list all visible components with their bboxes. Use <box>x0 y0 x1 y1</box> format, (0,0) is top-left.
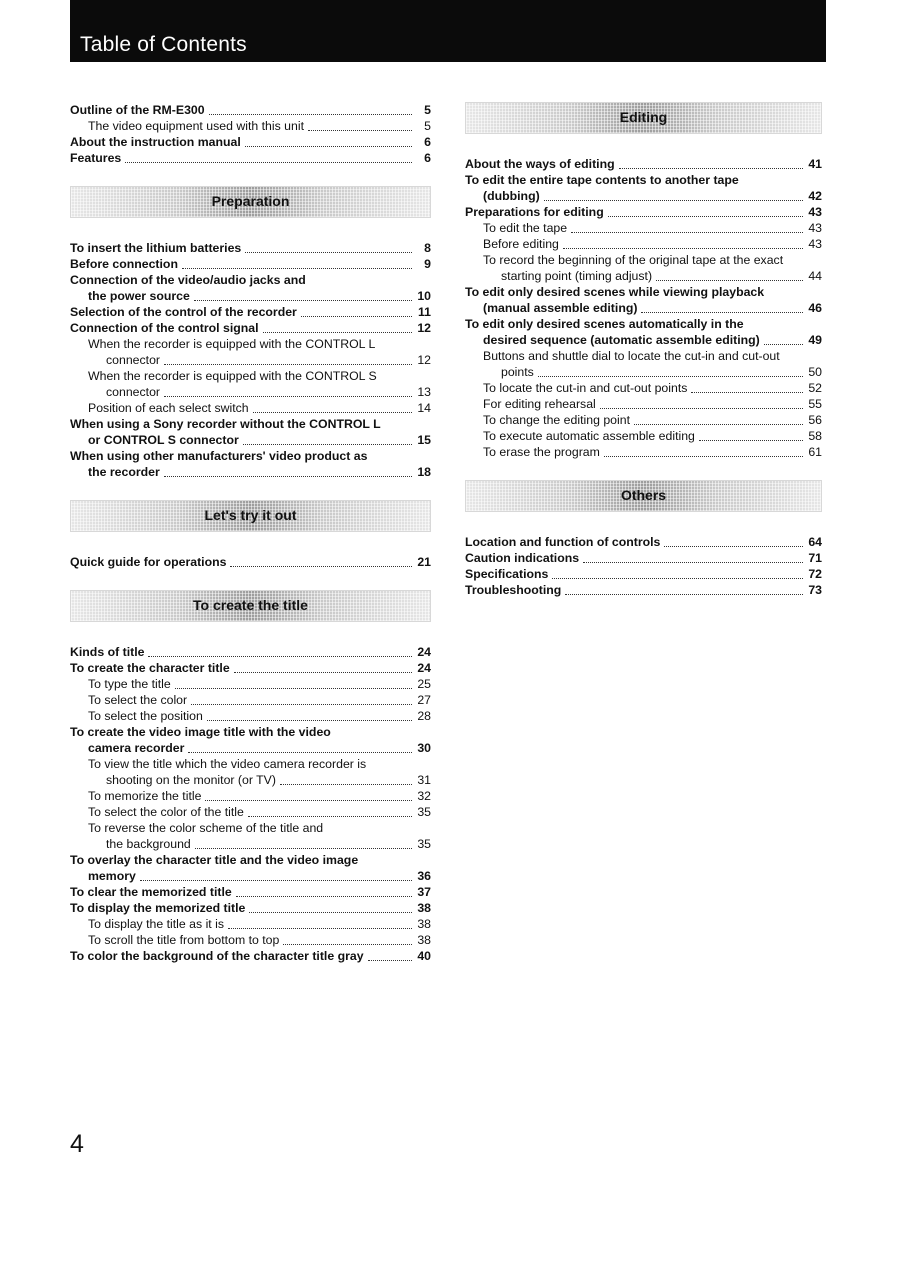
leader-dots <box>148 656 412 657</box>
toc-entry[interactable] <box>70 804 431 820</box>
toc-entry-title: To color the background of the character title gray <box>70 949 364 963</box>
toc-entry[interactable] <box>70 820 431 836</box>
toc-entry-title: When using other manufacturers' video product as <box>70 449 368 463</box>
toc-entry-page: 52 <box>808 381 822 395</box>
toc-entry-title: Caution indications <box>465 551 580 565</box>
leader-dots <box>691 392 803 393</box>
leader-dots <box>641 312 803 313</box>
toc-entry[interactable] <box>70 788 431 804</box>
toc-entry-title: Buttons and shuttle dial to locate the cut-in and cut-out <box>483 349 780 363</box>
toc-entry-page: 14 <box>417 401 431 415</box>
toc-entry-title: To insert the lithium batteries <box>70 241 242 255</box>
toc-entry[interactable] <box>70 916 431 932</box>
toc-entry[interactable] <box>465 428 822 444</box>
toc-entry-title: desired sequence (automatic assemble editing) <box>483 333 760 347</box>
toc-entry-title: To display the title as it is <box>88 917 225 931</box>
toc-entry[interactable] <box>465 316 822 332</box>
toc-entry-title: To locate the cut-in and cut-out points <box>483 381 688 395</box>
toc-entry[interactable] <box>465 550 822 566</box>
toc-entry[interactable] <box>70 464 431 480</box>
leader-dots <box>243 444 412 445</box>
toc-right-column <box>465 102 822 598</box>
toc-entry-page: 10 <box>417 289 431 303</box>
toc-entry[interactable] <box>70 384 431 400</box>
toc-entry-title: points <box>501 365 534 379</box>
toc-entry-title: To edit the entire tape contents to another tape <box>465 173 739 187</box>
leader-dots <box>207 720 412 721</box>
toc-entry-page: 9 <box>424 257 431 271</box>
leader-dots <box>563 248 803 249</box>
section-banner-title: Others <box>620 487 667 503</box>
toc-entry[interactable] <box>70 288 431 304</box>
leader-dots <box>164 476 412 477</box>
toc-entry-title: To edit only desired scenes automatically in the <box>465 317 744 331</box>
toc-entry[interactable] <box>70 554 431 570</box>
toc-entry-page: 61 <box>808 445 822 459</box>
toc-entry[interactable] <box>70 708 431 724</box>
leader-dots <box>205 800 412 801</box>
toc-entry-title: To record the beginning of the original tape at the exact <box>483 253 784 267</box>
toc-entry-page: 24 <box>417 645 431 659</box>
toc-entry[interactable] <box>70 756 431 772</box>
toc-entry-title: camera recorder <box>88 741 185 755</box>
toc-entry[interactable] <box>465 204 822 220</box>
toc-entry[interactable] <box>70 448 431 464</box>
toc-entry-title: When the recorder is equipped with the CONTROL S <box>88 369 377 383</box>
toc-entry[interactable] <box>70 884 431 900</box>
toc-entry-title: To view the title which the video camera recorder is <box>88 757 367 771</box>
toc-entry-page: 43 <box>808 237 822 251</box>
toc-entry[interactable] <box>70 868 431 884</box>
toc-entry[interactable] <box>70 740 431 756</box>
toc-entry-page: 56 <box>808 413 822 427</box>
leader-dots <box>228 928 412 929</box>
toc-entry[interactable] <box>465 156 822 172</box>
toc-entry[interactable] <box>70 304 431 320</box>
toc-entry[interactable] <box>465 444 822 460</box>
toc-entry-title: shooting on the monitor (or TV) <box>106 773 276 787</box>
toc-entry-page: 6 <box>424 151 431 165</box>
toc-entry-page: 50 <box>808 365 822 379</box>
toc-entry-page: 71 <box>808 551 822 565</box>
toc-entry[interactable] <box>465 364 822 380</box>
toc-entry[interactable] <box>465 284 822 300</box>
leader-dots <box>544 200 803 201</box>
toc-entry-title: Location and function of controls <box>465 535 661 549</box>
toc-entry-title: To create the video image title with the video <box>70 725 331 739</box>
toc-left-column <box>70 102 431 964</box>
leader-dots <box>209 114 412 115</box>
toc-entry-page: 5 <box>424 119 431 133</box>
toc-entry-page: 43 <box>808 205 822 219</box>
toc-entry-page: 25 <box>417 677 431 691</box>
leader-dots <box>699 440 803 441</box>
toc-entry[interactable] <box>70 432 431 448</box>
toc-entry[interactable] <box>70 320 431 336</box>
toc-entry-page: 15 <box>417 433 431 447</box>
toc-entry-title: the power source <box>88 289 190 303</box>
toc-entry-title: Connection of the control signal <box>70 321 259 335</box>
toc-entry[interactable] <box>70 368 431 384</box>
toc-entry-title: To edit only desired scenes while viewing playback <box>465 285 765 299</box>
toc-entry[interactable] <box>465 348 822 364</box>
toc-entry-page: 38 <box>417 933 431 947</box>
toc-entry-title: To erase the program <box>483 445 600 459</box>
leader-dots <box>164 396 412 397</box>
leader-dots <box>234 672 412 673</box>
toc-entry[interactable] <box>70 102 431 118</box>
toc-entry-title: To edit the tape <box>483 221 568 235</box>
leader-dots <box>664 546 803 547</box>
toc-entry-title: Quick guide for operations <box>70 555 227 569</box>
toc-entry[interactable] <box>70 400 431 416</box>
toc-entry[interactable] <box>465 172 822 188</box>
toc-entry[interactable] <box>465 268 822 284</box>
section-banner <box>70 186 431 218</box>
toc-entry[interactable] <box>465 252 822 268</box>
toc-entry-title: (manual assemble editing) <box>483 301 638 315</box>
leader-dots <box>656 280 803 281</box>
toc-entry[interactable] <box>70 118 431 134</box>
toc-entry-title: When the recorder is equipped with the CONTROL L <box>88 337 376 351</box>
leader-dots <box>280 784 412 785</box>
leader-dots <box>619 168 803 169</box>
toc-entry-title: To select the color <box>88 693 188 707</box>
section-banner-title: To create the title <box>193 597 308 613</box>
toc-entry-title: Troubleshooting <box>465 583 562 597</box>
leader-dots <box>191 704 412 705</box>
toc-entry[interactable] <box>70 692 431 708</box>
toc-entry[interactable] <box>70 724 431 740</box>
leader-dots <box>253 412 412 413</box>
toc-entry-page: 38 <box>417 917 431 931</box>
section-banner-title: Let's try it out <box>204 507 297 523</box>
leader-dots <box>634 424 803 425</box>
toc-entry-title: To change the editing point <box>483 413 630 427</box>
leader-dots <box>125 162 412 163</box>
leader-dots <box>283 944 412 945</box>
toc-entry-title: Position of each select switch <box>88 401 249 415</box>
leader-dots <box>236 896 412 897</box>
toc-entry[interactable] <box>465 412 822 428</box>
toc-entry-title: To memorize the title <box>88 789 202 803</box>
toc-entry-page: 27 <box>417 693 431 707</box>
toc-entry-page: 35 <box>417 837 431 851</box>
toc-entry-page: 49 <box>808 333 822 347</box>
toc-entry[interactable] <box>465 220 822 236</box>
leader-dots <box>249 912 412 913</box>
leader-dots <box>538 376 803 377</box>
leader-dots <box>194 300 412 301</box>
toc-entry-page: 28 <box>417 709 431 723</box>
toc-entry-title: the background <box>106 837 191 851</box>
leader-dots <box>552 578 803 579</box>
toc-entry-title: To overlay the character title and the video image <box>70 853 359 867</box>
toc-entry-title: Specifications <box>465 567 549 581</box>
toc-entry-title: memory <box>88 869 136 883</box>
toc-entry[interactable] <box>465 566 822 582</box>
toc-entry-page: 24 <box>417 661 431 675</box>
toc-entry-title: To reverse the color scheme of the title and <box>88 821 324 835</box>
toc-entry-page: 43 <box>808 221 822 235</box>
toc-entry-title: To display the memorized title <box>70 901 246 915</box>
toc-entry-title: the recorder <box>88 465 160 479</box>
leader-dots <box>195 848 412 849</box>
toc-entry-page: 72 <box>808 567 822 581</box>
leader-dots <box>164 364 412 365</box>
section-banner-title: Editing <box>619 109 668 125</box>
leader-dots <box>583 562 803 563</box>
toc-entry-title: Kinds of title <box>70 645 145 659</box>
toc-entry-page: 6 <box>424 135 431 149</box>
toc-entry[interactable] <box>70 676 431 692</box>
leader-dots <box>368 960 412 961</box>
leader-dots <box>608 216 803 217</box>
toc-entry-title: Before connection <box>70 257 178 271</box>
toc-entry[interactable] <box>70 772 431 788</box>
toc-entry-page: 73 <box>808 583 822 597</box>
toc-entry-page: 37 <box>417 885 431 899</box>
toc-entry[interactable] <box>70 272 431 288</box>
toc-entry[interactable] <box>70 948 431 964</box>
leader-dots <box>604 456 803 457</box>
toc-entry-title: Preparations for editing <box>465 205 604 219</box>
toc-entry-page: 18 <box>417 465 431 479</box>
toc-entry-page: 58 <box>808 429 822 443</box>
section-banner <box>465 480 822 512</box>
toc-entry-title: To execute automatic assemble editing <box>483 429 695 443</box>
toc-entry-page: 46 <box>808 301 822 315</box>
toc-entry-page: 44 <box>808 269 822 283</box>
toc-entry-page: 5 <box>424 103 431 117</box>
toc-entry-title: For editing rehearsal <box>483 397 596 411</box>
toc-entry[interactable] <box>70 352 431 368</box>
leader-dots <box>230 566 412 567</box>
toc-entry-page: 41 <box>808 157 822 171</box>
section-banner <box>465 102 822 134</box>
toc-entry-title: connector <box>106 353 161 367</box>
toc-entry-title: To select the position <box>88 709 203 723</box>
toc-entry-page: 12 <box>417 321 431 335</box>
toc-entry-title: (dubbing) <box>483 189 540 203</box>
toc-entry[interactable] <box>465 332 822 348</box>
leader-dots <box>571 232 803 233</box>
toc-entry-title: starting point (timing adjust) <box>501 269 653 283</box>
toc-entry[interactable] <box>70 900 431 916</box>
toc-entry-page: 55 <box>808 397 822 411</box>
toc-entry-page: 35 <box>417 805 431 819</box>
toc-entry[interactable] <box>465 188 822 204</box>
toc-entry[interactable] <box>70 644 431 660</box>
section-banner <box>70 590 431 622</box>
toc-entry[interactable] <box>70 336 431 352</box>
leader-dots <box>764 344 803 345</box>
toc-entry[interactable] <box>70 852 431 868</box>
toc-entry[interactable] <box>465 380 822 396</box>
toc-entry-title: Features <box>70 151 122 165</box>
leader-dots <box>301 316 412 317</box>
toc-entry-page: 12 <box>417 353 431 367</box>
toc-entry-title: The video equipment used with this unit <box>88 119 305 133</box>
toc-entry-page: 64 <box>808 535 822 549</box>
leader-dots <box>188 752 412 753</box>
toc-entry-title: To scroll the title from bottom to top <box>88 933 280 947</box>
toc-entry-page: 11 <box>418 305 431 319</box>
toc-entry-page: 31 <box>417 773 431 787</box>
leader-dots <box>600 408 803 409</box>
page-title: Table of Contents <box>80 33 247 56</box>
leader-dots <box>263 332 412 333</box>
toc-entry-title: To clear the memorized title <box>70 885 232 899</box>
leader-dots <box>182 268 412 269</box>
toc-entry[interactable] <box>465 236 822 252</box>
toc-entry-title: or CONTROL S connector <box>88 433 239 447</box>
page-number: 4 <box>70 1130 84 1158</box>
toc-entry-page: 30 <box>417 741 431 755</box>
leader-dots <box>245 252 412 253</box>
toc-entry[interactable] <box>70 134 431 150</box>
toc-entry-page: 42 <box>808 189 822 203</box>
toc-entry-title: To select the color of the title <box>88 805 244 819</box>
toc-entry-page: 21 <box>417 555 431 569</box>
toc-entry-title: To create the character title <box>70 661 230 675</box>
toc-entry[interactable] <box>70 416 431 432</box>
toc-entry-title: Connection of the video/audio jacks and <box>70 273 306 287</box>
toc-entry[interactable] <box>465 534 822 550</box>
toc-entry-title: Selection of the control of the recorder <box>70 305 297 319</box>
leader-dots <box>308 130 412 131</box>
leader-dots <box>175 688 412 689</box>
toc-entry-title: About the instruction manual <box>70 135 241 149</box>
toc-entry[interactable] <box>70 836 431 852</box>
toc-entry-page: 8 <box>424 241 431 255</box>
toc-entry-title: When using a Sony recorder without the CONTROL L <box>70 417 381 431</box>
toc-entry-title: Before editing <box>483 237 559 251</box>
toc-entry[interactable] <box>70 932 431 948</box>
toc-entry[interactable] <box>70 256 431 272</box>
leader-dots <box>248 816 412 817</box>
toc-entry-page: 38 <box>417 901 431 915</box>
leader-dots <box>140 880 412 881</box>
toc-entry[interactable] <box>465 582 822 598</box>
toc-entry[interactable] <box>465 300 822 316</box>
toc-entry[interactable] <box>70 660 431 676</box>
toc-entry[interactable] <box>465 396 822 412</box>
leader-dots <box>245 146 412 147</box>
toc-entry-page: 40 <box>417 949 431 963</box>
toc-entry-page: 36 <box>417 869 431 883</box>
leader-dots <box>565 594 803 595</box>
toc-entry-title: About the ways of editing <box>465 157 615 171</box>
toc-entry-title: connector <box>106 385 161 399</box>
toc-entry[interactable] <box>70 240 431 256</box>
toc-entry-title: To type the title <box>88 677 171 691</box>
toc-entry[interactable] <box>70 150 431 166</box>
toc-entry-title: Outline of the RM-E300 <box>70 103 205 117</box>
section-banner <box>70 500 431 532</box>
toc-entry-page: 32 <box>417 789 431 803</box>
section-banner-title: Preparation <box>211 193 290 209</box>
page-header <box>70 0 826 62</box>
toc-entry-page: 13 <box>417 385 431 399</box>
